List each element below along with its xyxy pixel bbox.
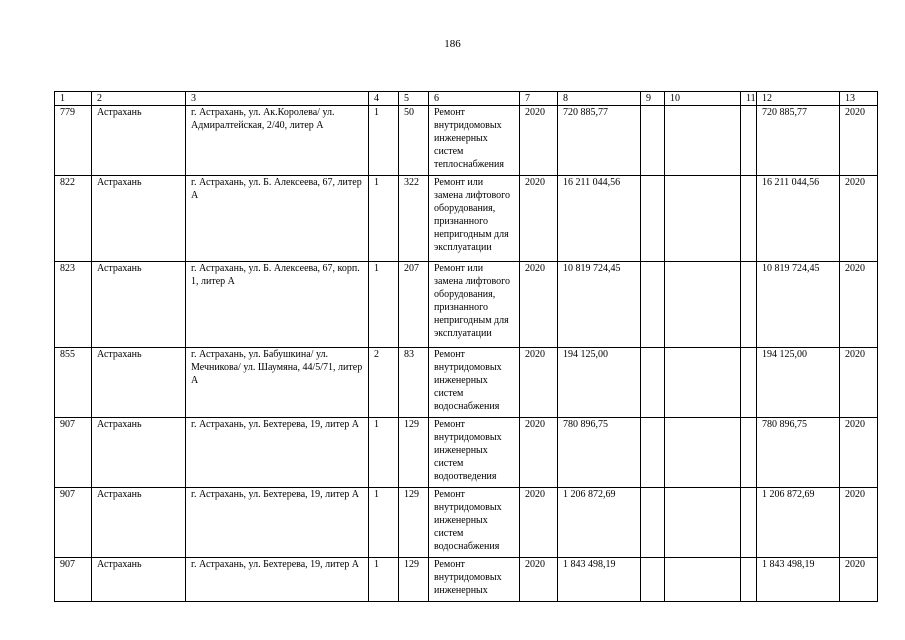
year-cell: 2020 bbox=[520, 558, 558, 602]
work-type-cell: Ремонт внутридомовых инженерных систем водоснабжения bbox=[429, 348, 520, 418]
table-row bbox=[55, 488, 878, 558]
column-number-3: 3 bbox=[186, 92, 369, 106]
col-9-cell bbox=[641, 418, 665, 488]
col-9-cell bbox=[641, 348, 665, 418]
completion-year-cell: 2020 bbox=[840, 348, 878, 418]
table-row bbox=[55, 348, 878, 418]
count-cell-5: 129 bbox=[399, 488, 429, 558]
cost-cell: 1 843 498,19 bbox=[558, 558, 641, 602]
col-10-cell bbox=[665, 558, 741, 602]
count-cell-4: 1 bbox=[369, 558, 399, 602]
municipality-cell: Астрахань bbox=[92, 262, 186, 348]
cost-cell: 780 896,75 bbox=[558, 418, 641, 488]
count-cell-4: 1 bbox=[369, 262, 399, 348]
work-type-cell: Ремонт или замена лифтового оборудования, признанного непригодным для эксплуатации bbox=[429, 176, 520, 262]
count-cell-5: 129 bbox=[399, 418, 429, 488]
col-9-cell bbox=[641, 176, 665, 262]
page-number: 186 bbox=[444, 38, 461, 50]
col-10-cell bbox=[665, 106, 741, 176]
total-cost-cell: 780 896,75 bbox=[757, 418, 840, 488]
table-row bbox=[55, 262, 878, 348]
year-cell: 2020 bbox=[520, 106, 558, 176]
address-cell: г. Астрахань, ул. Бехтерева, 19, литер А bbox=[186, 488, 369, 558]
row-number-cell: 907 bbox=[55, 418, 92, 488]
year-cell: 2020 bbox=[520, 262, 558, 348]
col-10-cell bbox=[665, 418, 741, 488]
completion-year-cell: 2020 bbox=[840, 558, 878, 602]
count-cell-4: 1 bbox=[369, 488, 399, 558]
year-cell: 2020 bbox=[520, 348, 558, 418]
col-10-cell bbox=[665, 176, 741, 262]
col-11-cell bbox=[741, 418, 757, 488]
col-10-cell bbox=[665, 488, 741, 558]
municipality-cell: Астрахань bbox=[92, 488, 186, 558]
row-number-cell: 907 bbox=[55, 488, 92, 558]
row-number-cell: 855 bbox=[55, 348, 92, 418]
count-cell-5: 83 bbox=[399, 348, 429, 418]
column-number-13: 13 bbox=[840, 92, 878, 106]
year-cell: 2020 bbox=[520, 176, 558, 262]
row-number-cell: 823 bbox=[55, 262, 92, 348]
address-cell: г. Астрахань, ул. Бехтерева, 19, литер А bbox=[186, 418, 369, 488]
count-cell-5: 322 bbox=[399, 176, 429, 262]
municipality-cell: Астрахань bbox=[92, 176, 186, 262]
table-row bbox=[55, 418, 878, 488]
column-number-8: 8 bbox=[558, 92, 641, 106]
column-number-1: 1 bbox=[55, 92, 92, 106]
count-cell-4: 2 bbox=[369, 348, 399, 418]
col-11-cell bbox=[741, 488, 757, 558]
col-9-cell bbox=[641, 558, 665, 602]
col-9-cell bbox=[641, 262, 665, 348]
column-number-7: 7 bbox=[520, 92, 558, 106]
total-cost-cell: 10 819 724,45 bbox=[757, 262, 840, 348]
col-11-cell bbox=[741, 176, 757, 262]
count-cell-5: 207 bbox=[399, 262, 429, 348]
col-10-cell bbox=[665, 348, 741, 418]
cost-cell: 1 206 872,69 bbox=[558, 488, 641, 558]
column-number-row bbox=[55, 92, 878, 106]
column-number-2: 2 bbox=[92, 92, 186, 106]
completion-year-cell: 2020 bbox=[840, 262, 878, 348]
table-row bbox=[55, 558, 878, 602]
table-body bbox=[55, 92, 878, 602]
completion-year-cell: 2020 bbox=[840, 176, 878, 262]
col-9-cell bbox=[641, 488, 665, 558]
address-cell: г. Астрахань, ул. Б. Алексеева, 67, литер А bbox=[186, 176, 369, 262]
municipality-cell: Астрахань bbox=[92, 106, 186, 176]
completion-year-cell: 2020 bbox=[840, 106, 878, 176]
column-number-11: 11 bbox=[741, 92, 757, 106]
row-number-cell: 907 bbox=[55, 558, 92, 602]
municipality-cell: Астрахань bbox=[92, 558, 186, 602]
cost-cell: 10 819 724,45 bbox=[558, 262, 641, 348]
total-cost-cell: 1 843 498,19 bbox=[757, 558, 840, 602]
count-cell-4: 1 bbox=[369, 418, 399, 488]
count-cell-4: 1 bbox=[369, 176, 399, 262]
municipality-cell: Астрахань bbox=[92, 348, 186, 418]
table-row bbox=[55, 106, 878, 176]
column-number-10: 10 bbox=[665, 92, 741, 106]
table-row bbox=[55, 176, 878, 262]
column-number-4: 4 bbox=[369, 92, 399, 106]
column-number-5: 5 bbox=[399, 92, 429, 106]
col-10-cell bbox=[665, 262, 741, 348]
completion-year-cell: 2020 bbox=[840, 418, 878, 488]
address-cell: г. Астрахань, ул. Ак.Королева/ ул. Адмиралтейская, 2/40, литер А bbox=[186, 106, 369, 176]
municipality-cell: Астрахань bbox=[92, 418, 186, 488]
cost-cell: 194 125,00 bbox=[558, 348, 641, 418]
work-type-cell: Ремонт или замена лифтового оборудования, признанного непригодным для эксплуатации bbox=[429, 262, 520, 348]
col-11-cell bbox=[741, 558, 757, 602]
address-cell: г. Астрахань, ул. Бабушкина/ ул. Мечникова/ ул. Шаумяна, 44/5/71, литер А bbox=[186, 348, 369, 418]
year-cell: 2020 bbox=[520, 488, 558, 558]
work-type-cell: Ремонт внутридомовых инженерных систем водоотведения bbox=[429, 418, 520, 488]
capital-repair-table bbox=[54, 91, 878, 602]
completion-year-cell: 2020 bbox=[840, 488, 878, 558]
work-type-cell: Ремонт внутридомовых инженерных bbox=[429, 558, 520, 602]
column-number-6: 6 bbox=[429, 92, 520, 106]
address-cell: г. Астрахань, ул. Б. Алексеева, 67, корп. 1, литер А bbox=[186, 262, 369, 348]
col-9-cell bbox=[641, 106, 665, 176]
col-11-cell bbox=[741, 348, 757, 418]
total-cost-cell: 16 211 044,56 bbox=[757, 176, 840, 262]
address-cell: г. Астрахань, ул. Бехтерева, 19, литер А bbox=[186, 558, 369, 602]
column-number-12: 12 bbox=[757, 92, 840, 106]
col-11-cell bbox=[741, 106, 757, 176]
total-cost-cell: 720 885,77 bbox=[757, 106, 840, 176]
column-number-9: 9 bbox=[641, 92, 665, 106]
count-cell-5: 50 bbox=[399, 106, 429, 176]
count-cell-5: 129 bbox=[399, 558, 429, 602]
col-11-cell bbox=[741, 262, 757, 348]
total-cost-cell: 194 125,00 bbox=[757, 348, 840, 418]
work-type-cell: Ремонт внутридомовых инженерных систем водоснабжения bbox=[429, 488, 520, 558]
cost-cell: 16 211 044,56 bbox=[558, 176, 641, 262]
total-cost-cell: 1 206 872,69 bbox=[757, 488, 840, 558]
row-number-cell: 822 bbox=[55, 176, 92, 262]
work-type-cell: Ремонт внутридомовых инженерных систем теплоснабжения bbox=[429, 106, 520, 176]
count-cell-4: 1 bbox=[369, 106, 399, 176]
year-cell: 2020 bbox=[520, 418, 558, 488]
row-number-cell: 779 bbox=[55, 106, 92, 176]
cost-cell: 720 885,77 bbox=[558, 106, 641, 176]
